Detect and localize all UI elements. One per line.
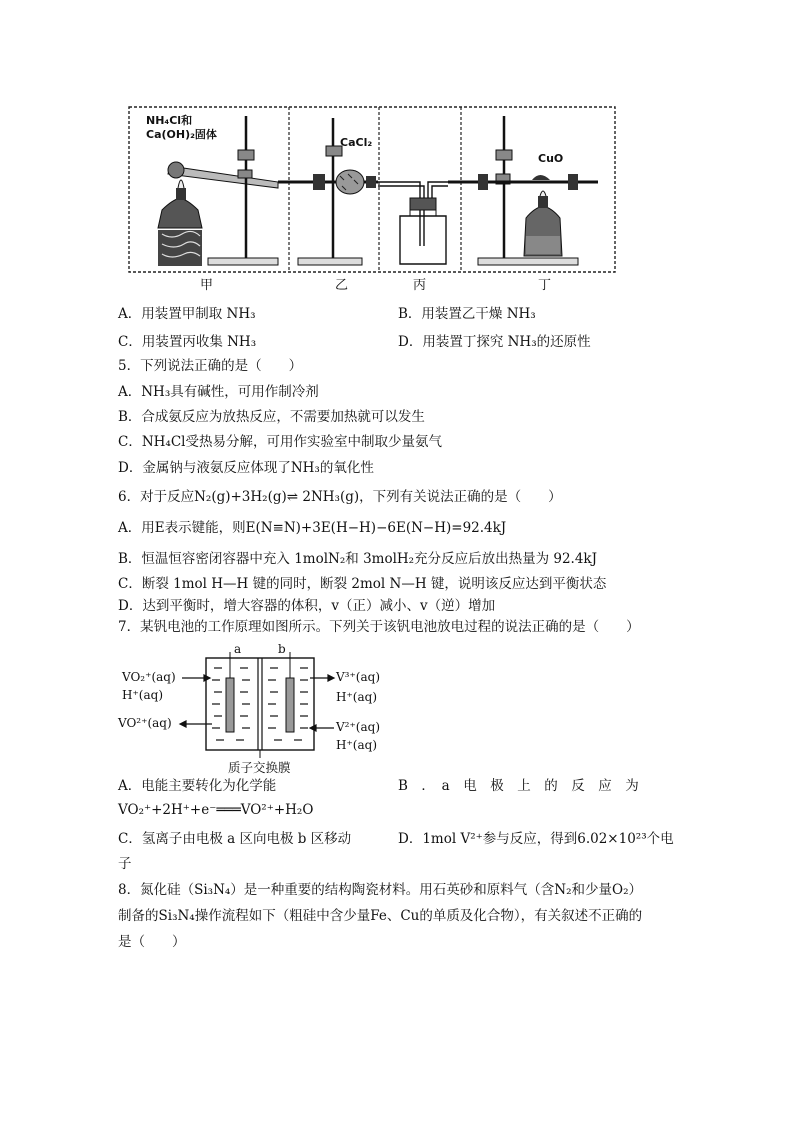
cuo-label: CuO xyxy=(538,152,564,165)
q7-option-c: C．氢离子由电极 a 区向电极 b 区移动 xyxy=(118,831,352,847)
left-inflow-ion-1: VO₂⁺(aq) xyxy=(122,670,176,684)
q6-option-c: C．断裂 1mol H—H 键的同时，断裂 2mol N—H 键，说明该反应达到平衡状态 xyxy=(118,576,607,592)
q6-option-b: B．恒温恒容密闭容器中充入 1molN₂和 3molH₂充分反应后放出热量为 92.4kJ xyxy=(118,551,598,567)
electrode-b-label: b xyxy=(278,642,286,656)
q6-option-a: A．用E表示键能，则E(N≡N)+3E(H−H)−6E(N−H)=92.4kJ xyxy=(118,520,507,536)
q4-option-d: D．用装置丁探究 NH₃的还原性 xyxy=(398,334,591,350)
q7-stem: 7．某钒电池的工作原理如图所示。下列关于该钒电池放电过程的说法正确的是（ ） xyxy=(118,619,640,635)
apparatus-label-ding: 丁 xyxy=(538,278,552,293)
q7-option-d-line1: D．1mol V²⁺参与反应，得到6.02×10²³个电 xyxy=(398,831,674,847)
q7-option-d-line2: 子 xyxy=(118,856,132,872)
q8-stem-line1: 8．氮化硅（Si₃N₄）是一种重要的结构陶瓷材料。用石英砂和原料气（含N₂和少量O₂） xyxy=(118,882,642,898)
right-inflow-ion-2: H⁺(aq) xyxy=(336,738,377,752)
apparatus-figure xyxy=(128,106,618,291)
battery-drawing xyxy=(118,644,388,776)
right-outflow-ion-2: H⁺(aq) xyxy=(336,690,377,704)
q7-option-b-equation: VO₂⁺+2H⁺+e⁻═══VO²⁺+H₂O xyxy=(118,802,314,818)
q5-stem: 5．下列说法正确的是（ ） xyxy=(118,358,303,374)
q4-option-c: C．用装置丙收集 NH₃ xyxy=(118,334,257,350)
battery-figure xyxy=(118,644,388,776)
q6-stem: 6．对于反应N₂(g)+3H₂(g)⇌ 2NH₃(g)，下列有关说法正确的是（ ） xyxy=(118,489,562,505)
q4-option-a: A．用装置甲制取 NH₃ xyxy=(118,306,256,322)
q6-option-d: D．达到平衡时，增大容器的体积，v（正）减小、v（逆）增加 xyxy=(118,598,496,614)
electrode-a-label: a xyxy=(234,642,242,656)
q4-option-b: B．用装置乙干燥 NH₃ xyxy=(398,306,536,322)
membrane-label: 质子交换膜 xyxy=(228,760,291,775)
apparatus-label-yi: 乙 xyxy=(335,278,349,293)
reagent-label-line2: Ca(OH)₂固体 xyxy=(146,128,217,141)
q7-option-b-head: B ． a 电 极 上 的 反 应 为 xyxy=(398,778,639,794)
q7-option-a: A．电能主要转化为化学能 xyxy=(118,778,277,794)
right-inflow-ion-1: V²⁺(aq) xyxy=(336,720,381,734)
q5-option-d: D．金属钠与液氨反应体现了NH₃的氧化性 xyxy=(118,460,374,476)
left-inflow-ion-2: H⁺(aq) xyxy=(122,688,163,702)
cacl2-label: CaCl₂ xyxy=(340,136,373,149)
reagent-label-line1: NH₄Cl和 xyxy=(146,114,193,127)
left-outflow-ion: VO²⁺(aq) xyxy=(118,716,172,730)
q5-option-c: C．NH₄Cl受热易分解，可用作实验室中制取少量氨气 xyxy=(118,434,442,450)
apparatus-label-bing: 丙 xyxy=(413,278,427,293)
q8-stem-line3: 是（ ） xyxy=(118,934,186,950)
apparatus-label-jia: 甲 xyxy=(200,278,214,293)
q5-option-b: B．合成氨反应为放热反应，不需要加热就可以发生 xyxy=(118,409,425,425)
q5-option-a: A．NH₃具有碱性，可用作制冷剂 xyxy=(118,384,319,400)
right-outflow-ion-1: V³⁺(aq) xyxy=(336,670,381,684)
q8-stem-line2: 制备的Si₃N₄操作流程如下（粗硅中含少量Fe、Cu的单质及化合物），有关叙述不正确的 xyxy=(118,908,643,924)
